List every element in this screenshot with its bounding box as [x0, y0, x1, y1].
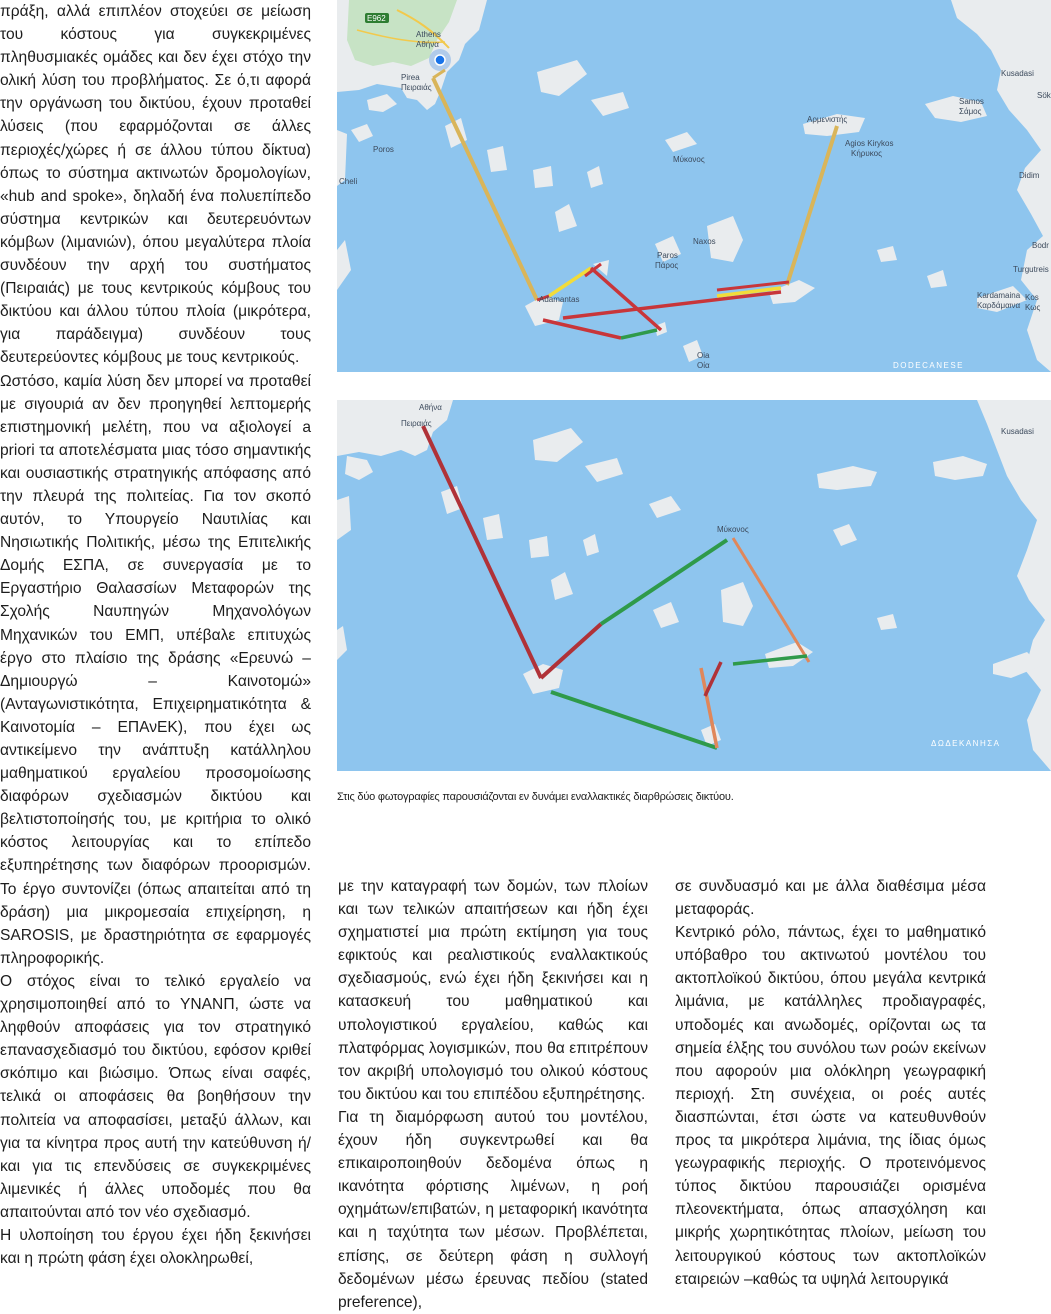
paragraph: Για τη διαμόρφωση αυτού του μοντέλου, έχουν ήδη συγκεντρωθεί και θα επικαιροποιηθούν δεδομένα όπως η ικανότητα φόρτισης λιμένων, η ροή οχημάτων/επιβατών, η μεταφορική ικανότητα και η ταχύτητα των μέσων. Προβλέπεται, επίσης, σε δεύτερη φάση η συλλογή δεδομένων μέσω έρευνας πεδίου (stated preference), — [338, 1108, 648, 1311]
paragraph: Ωστόσο, καμία λύση δεν μπορεί να προταθεί με σιγουριά αν δεν προηγηθεί λεπτομερής επιστημονική μελέτη, που να αξιολογεί a priori τα αποτελέσματα μιας τόσο σημαντικής και ουσιαστικής στρατηγικής απόφασης από την πλευρά της πολιτείας. Για τον σκοπό αυτόν, το Υπουργείο Ναυτιλίας και Νησιωτικής Πολιτικής, μέσω της Επιτελικής Δομής ΕΣΠΑ, σε συνεργασία με το Εργαστήριο Θαλασσίων Μεταφορών της Σχολής Ναυπηγών Μηχανολόγων Μηχανικών του ΕΜΠ, υπέβαλε επιτυχώς έργο στο πλαίσιο της δράσης «Ερευνώ – Δημιουργώ – Καινοτομώ» (Ανταγωνιστικότητα, Επιχειρηματικότητα & Καινοτομία – ΕΠΑνΕΚ), που έχει ως αντικείμενο την ανάπτυξη κατάλληλου μαθηματικού εργαλείου προσομοίωσης διαφόρων σχεδιασμών δικτύου και βελτιστοποίησής του, με κριτήρια το ολικό κόστος λειτουργίας και το επίπεδο εξυπηρέτησης των διαφόρων προορισμών. Το έργο συντονίζει (όπως απαιτείται από τη δράση) μια μικρομεσαία επιχείρηση, η SAROSIS, με δραστηριότητα σε εφαρμογές πληροφορικής. — [0, 372, 311, 967]
label-piraeus: Pirea — [401, 73, 420, 82]
label-paros-gr: Πάρος — [655, 261, 679, 270]
label-piraeus-gr: Πειραιάς — [401, 83, 432, 92]
label-samos-gr: Σάμος — [959, 107, 982, 116]
label-oia-gr: Οία — [697, 361, 710, 370]
label-kusadasi: Kusadasi — [1001, 69, 1034, 78]
label-kardamaina: Kardamaina — [977, 291, 1021, 300]
label-bodrum: Bodr — [1032, 241, 1049, 250]
location-marker-icon — [435, 55, 445, 65]
label-kos: Kos — [1025, 293, 1039, 302]
label-athens: Athens — [416, 30, 441, 39]
label-piraeus-gr: Πειραιάς — [401, 419, 432, 428]
paragraph: σε συνδυασμό και με άλλα διαθέσιμα μέσα μεταφοράς. — [675, 878, 986, 919]
map-bottom-graphic — [337, 400, 1051, 771]
paragraph: πράξη, αλλά επιπλέον στοχεύει σε μείωση του κόστους για συγκεκριμένες πληθυσμιακές ομάδες και δεν έχει στόχο την ολική λύση του προβλήματος. Σε ό,τι αφορά την οργάνωση του δικτύου, έχουν προταθεί λύσεις (που εφαρμόζονται σε άλλες περιοχές/χώρες ή σε άλλου τύπου δίκτυα) όπως το σύστημα ακτινωτών δρομολογίων, «hub and spoke», δηλαδή ένα πολυεπίπεδο σύστημα κεντρικών και δευτερευόντων κόμβων (λιμανιών), όπου μεγαλύτερα πλοία συνδέουν την αρχή του συστήματος (Πειραιάς) με τους κεντρικούς κόμβους του δικτύου και άλλου τύπου πλοία (μικρότερα, για παράδειγμα) συνδέουν τους δευτερεύοντες κόμβους με τους κεντρικούς. — [0, 3, 311, 367]
label-cheli: Cheli — [339, 177, 358, 186]
label-turgutreis: Turgutreis — [1013, 265, 1049, 274]
label-kusadasi: Kusadasi — [1001, 427, 1034, 436]
paragraph: Κεντρικό ρόλο, πάντως, έχει το μαθηματικό υπόβαθρο του ακτινωτού μοντέλου του ακτοπλοϊκού δικτύου, όπου μεγάλα κεντρικά λιμάνια, με κατάλληλες προδιαγραφές, υποδομές και ανωδομές, ορίζονται ως τα σημεία έλξης του συνόλου των ροών εκείνων που αφορούν μια ολόκληρη γεωγραφική περιοχή. Στη συνέχεια, οι ροές αυτές διασπώνται, έτσι ώστε να κατευθυνθούν προς τα μικρότερα λιμάνια, της ίδιας όμως γεωγραφικής περιοχής. Ο προτεινόμενος τύπος δικτύου παρουσιάζει ορισμένα πλεονεκτήματα, όπως απασχόληση και μικρής χωρητικότητας πλοίων, μείωση του λειτουργικού κόστους των ακτοπλοϊκών εταιρειών –καθώς τα υψηλά λειτουργικά — [675, 924, 986, 1288]
label-poros: Poros — [373, 145, 394, 154]
label-dodecanese: DODECANESE — [893, 361, 965, 370]
map-top-graphic — [337, 0, 1051, 372]
label-agios-kirykos: Agios Kirykos — [845, 139, 894, 148]
paragraph: με την καταγραφή των δομών, των πλοίων και των τελικών απαιτήσεων και ήδη έχει σχηματιστεί μια πρώτη εκτίμηση για τους εφικτούς και ρεαλιστικούς εναλλακτικούς σχεδιασμούς, ενώ έχει ήδη ξεκινήσει και η κατασκευή του μαθηματικού και υπολογιστικού εργαλείου, καθώς και πλατφόρμας λογισμικών, που θα επιτρέπουν τον ακριβή υπολογισμό του ολικού κόστους του δικτύου και του επιπέδου εξυπηρέτησης. — [338, 878, 648, 1103]
text-column-left — [0, 0, 311, 1270]
text-column-middle — [338, 875, 648, 1314]
label-athens-gr: Αθήνα — [419, 403, 442, 412]
label-samos: Samos — [959, 97, 984, 106]
label-sok: Sök — [1037, 91, 1051, 100]
label-dodecanese-gr: ΔΩΔΕΚΑΝΗΣΑ — [931, 739, 1001, 748]
label-didim: Didim — [1019, 171, 1040, 180]
label-adamantas: Adamantas — [539, 295, 580, 304]
label-kos-gr: Κως — [1025, 303, 1041, 312]
label-mykonos-gr: Μύκονος — [717, 525, 749, 534]
label-agios-kirykos-gr: Κήρυκος — [851, 149, 882, 158]
road-sign-label: E962 — [367, 14, 386, 23]
paragraph: Ο στόχος είναι το τελικό εργαλείο να χρησιμοποιηθεί από το ΥΝΑΝΠ, ώστε να ληφθούν αποφάσεις για τον στρατηγικό επανασχεδιασμό του δικτύου, εφόσον κριθεί σκόπιμο και βιώσιμο. Όπως είναι σαφές, τελικά οι αποφάσεις θα βοηθήσουν την πολιτεία να αποφασίσει, μεταξύ άλλων, και για τα κίνητρα προς αυτή την κατεύθυνση ή/και για τις επενδύσεις σε συγκεκριμένες λιμενικές ή άλλες υποδομές που θα απαιτούνται από τον νέο σχεδιασμό. — [0, 972, 311, 1221]
label-oia: Oia — [697, 351, 710, 360]
map-network-bottom — [337, 400, 1051, 771]
paragraph: Η υλοποίηση του έργου έχει ήδη ξεκινήσει και η πρώτη φάση έχει ολοκληρωθεί, — [0, 1226, 311, 1268]
label-kardamaina-gr: Καρδάμαινα — [977, 301, 1021, 310]
figure-caption: Στις δύο φωτογραφίες παρουσιάζονται εν δυνάμει εναλλακτικές διαρθρώσεις δικτύου. — [337, 791, 734, 803]
label-armenistis: Αρμενιστής — [807, 115, 848, 124]
label-mykonos: Μύκονος — [673, 155, 705, 164]
text-column-right — [675, 875, 986, 1291]
label-athens-gr: Αθήνα — [416, 40, 439, 49]
label-naxos: Naxos — [693, 237, 716, 246]
map-network-top — [337, 0, 1051, 372]
label-paros: Paros — [657, 251, 678, 260]
